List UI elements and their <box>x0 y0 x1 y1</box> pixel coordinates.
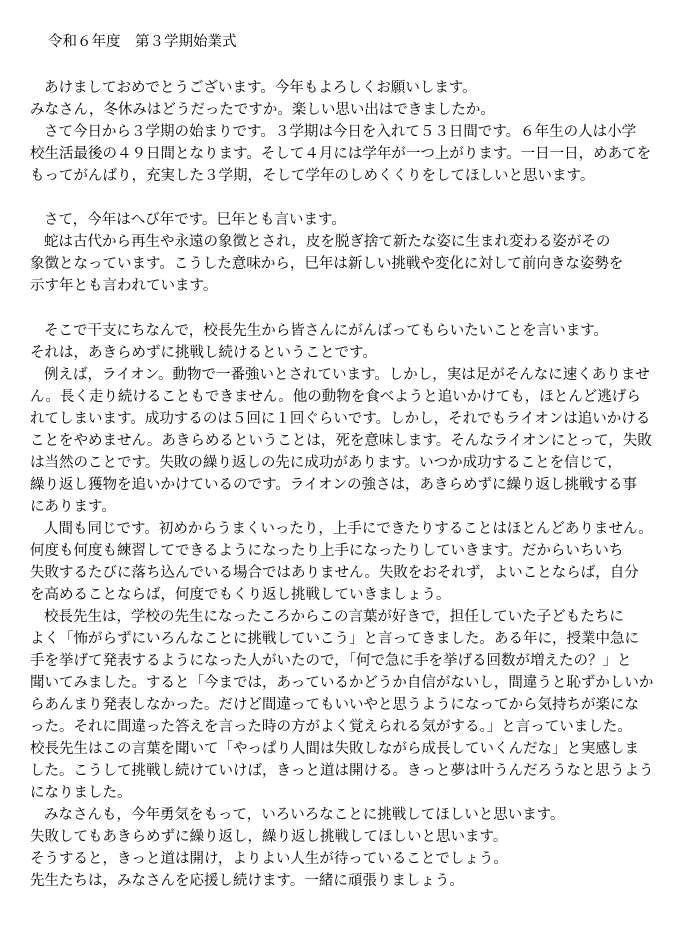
body-line: 失敗してもあきらめずに繰り返し，繰り返し挑戦してほしいと思います。 <box>30 829 508 845</box>
body-line: 象徴となっています。こうした意味から，巳年は新しい挑戦や変化に対して前向きな姿勢を <box>30 256 624 272</box>
body-line: 校長先生は，学校の先生になったころからこの言葉が好きで，担任していた子どもたちに <box>44 609 624 625</box>
body-line: みなさんも，今年勇気をもって，いろいろなことに挑戦してほしいと思います。 <box>44 807 565 823</box>
body-line: 先生たちは，みなさんを応援し続けます。一緒に頑張りましょう。 <box>30 873 464 889</box>
body-line: さて，今年はへび年です。巳年とも言います。 <box>44 212 346 228</box>
body-line: にあります。 <box>30 499 116 515</box>
body-line: 失敗するたびに落ち込んでいる場合ではありません。失敗をおそれず，よいことならば，自分 <box>30 565 639 581</box>
body-line: あけましておめでとうございます。今年もよろしくお願いします。 <box>44 80 477 96</box>
body-line: 校長先生はこの言葉を聞いて「やっぱり人間は失敗しながら成長していくんだな」と実感しま <box>30 741 639 757</box>
body-line: さて今日から３学期の始まりです。３学期は今日を入れて５３日間です。６年生の人は小学 <box>44 124 637 140</box>
body-line: した。こうして挑戦し続けていけば，きっと道は開ける。きっと夢は叶うんだろうなと思うよう <box>30 763 654 779</box>
body-line: 何度も何度も練習してできるようになったり上手になったりしていきます。だからいちいち <box>30 543 624 559</box>
body-line: った。それに間違った答えを言った時の方がよく覚えられる気がする。」と言っていました。 <box>30 719 632 735</box>
body-line: 例えば，ライオン。動物で一番強いとされています。しかし，実は足がそんなに速くありませ <box>44 367 650 383</box>
body-line: を高めることならば，何度でもくり返し挑戦していきましょう。 <box>30 587 451 603</box>
body-line: ことをやめません。あきらめるということは，死を意味します。そんなライオンにとって，失敗 <box>30 433 652 449</box>
body-line: になりました。 <box>30 785 132 801</box>
body-line: そこで干支にちなんで，校長先生から皆さんにがんばってもらいたいことを言います。 <box>44 323 609 339</box>
body-line: 繰り返し獲物を追いかけているのです。ライオンの強さは，あきらめずに繰り返し挑戦する事 <box>30 477 637 493</box>
body-line: 示す年とも言われています。 <box>30 278 218 294</box>
body-line: は当然のことです。失敗の繰り返しの先に成功があります。いつか成功することを信じて， <box>30 455 622 471</box>
body-line: もってがんばり，充実した３学期，そして学年のしめくくりをしてほしいと思います。 <box>30 168 595 184</box>
body-line: そうすると，きっと道は開け，よりよい人生が待っていることでしょう。 <box>30 851 508 867</box>
body-line: れてしまいます。成功するのは５回に１回ぐらいです。しかし，それでもライオンは追いかける <box>30 411 651 427</box>
body-line: よく「怖がらずにいろんなことに挑戦していこう」と言ってきました。ある年に，授業中急に <box>30 631 639 647</box>
body-line: らあんまり発表しなかった。だけど間違ってもいいやと思うようになってから気持ちが楽にな <box>30 697 639 713</box>
body-line: 校生活最後の４９日間となります。そして４月には学年が一つ上がります。一日一日，めあてを <box>30 146 652 162</box>
body-line: 手を挙げて発表するようになった人がいたので，「何で急に手を挙げる回数が増えたの？」と <box>30 653 632 669</box>
body-line: 蛇は古代から再生や永遠の象徴とされ，皮を脱ぎ捨て新たな姿に生まれ変わる姿がその <box>44 234 611 250</box>
body-line: 聞いてみました。すると「今までは，あっているかどうか自信がないし，間違うと恥ずかしいか <box>30 675 654 691</box>
document-title: 令和６年度 第３学期始業式 <box>48 34 237 50</box>
body-line: それは，あきらめずに挑戦し続けるということです。 <box>30 345 377 361</box>
body-line: ん。長く走り続けることもできません。他の動物を食べようと追いかけても，ほとんど逃げら <box>30 389 641 405</box>
body-line: みなさん，冬休みはどうだったですか。楽しい思い出はできましたか。 <box>30 102 495 118</box>
body-line: 人間も同じです。初めからうまくいったり，上手にできたりすることはほとんどありません。 <box>44 521 653 537</box>
